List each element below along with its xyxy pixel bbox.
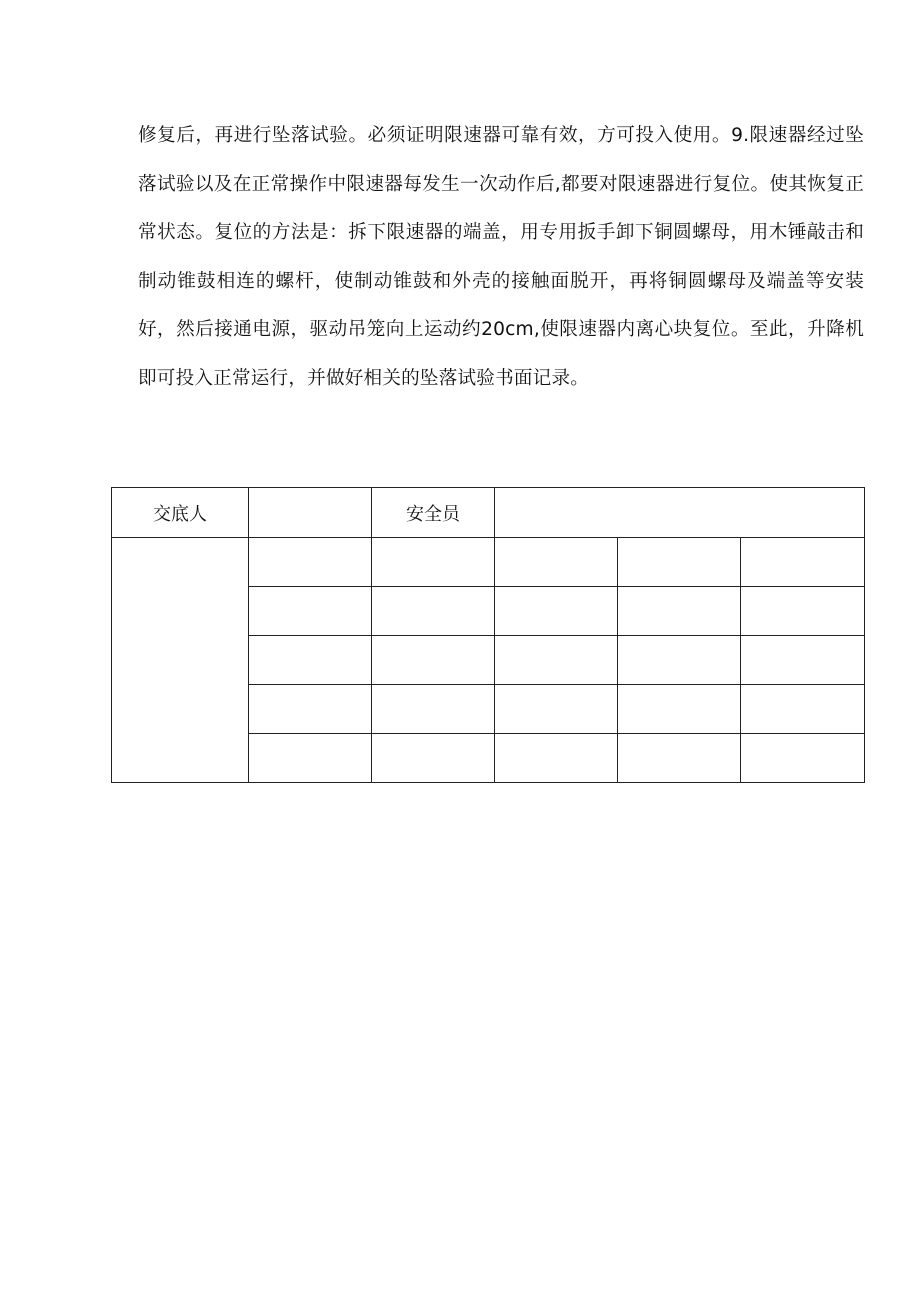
- table-cell: [741, 636, 865, 685]
- table-cell: [618, 636, 741, 685]
- table-cell: [741, 587, 865, 636]
- table-cell: [372, 587, 495, 636]
- signature-table: [111, 487, 865, 783]
- table-cell: [618, 538, 741, 587]
- table-cell: [249, 685, 372, 734]
- table-header-row: [112, 488, 865, 538]
- discloser-value-cell: [249, 488, 372, 538]
- table-cell: [741, 685, 865, 734]
- table-cell: [495, 587, 618, 636]
- table-cell: [741, 538, 865, 587]
- safety-officer-value-cell: [495, 488, 865, 538]
- safety-officer-label: 安全员: [372, 488, 495, 538]
- table-cell: [372, 734, 495, 783]
- table-cell: [372, 636, 495, 685]
- table-cell: [495, 538, 618, 587]
- table-cell: [249, 587, 372, 636]
- table-cell: [372, 685, 495, 734]
- recipient-merged-cell: [112, 538, 249, 783]
- table-cell: [741, 734, 865, 783]
- table-cell: [495, 685, 618, 734]
- table-cell: [249, 538, 372, 587]
- table-cell: [618, 587, 741, 636]
- table-cell: [372, 538, 495, 587]
- body-paragraph: 修复后，再进行坠落试验。必须证明限速器可靠有效，方可投入使用。9.限速器经过坠落试验以及在正常操作中限速器每发生一次动作后,都要对限速器进行复位。使其恢复正常状态。复位的方法是：拆下限速器的端盖，用专用扳手卸下铜圆螺母，用木锤敲击和制动锥鼓相连的螺杆，使制动锥鼓和外壳的接触面脱开，再将铜圆螺母及端盖等安装好，然后接通电源，驱动吊笼向上运动约20cm,使限速器内离心块复位。至此，升降机即可投入正常运行，并做好相关的坠落试验书面记录。: [138, 125, 864, 389]
- table-cell: [618, 685, 741, 734]
- table-cell: [249, 636, 372, 685]
- table-cell: [249, 734, 372, 783]
- discloser-label: 交底人: [112, 488, 249, 538]
- table-row: [112, 538, 865, 587]
- table-cell: [618, 734, 741, 783]
- table-cell: [495, 636, 618, 685]
- table-cell: [495, 734, 618, 783]
